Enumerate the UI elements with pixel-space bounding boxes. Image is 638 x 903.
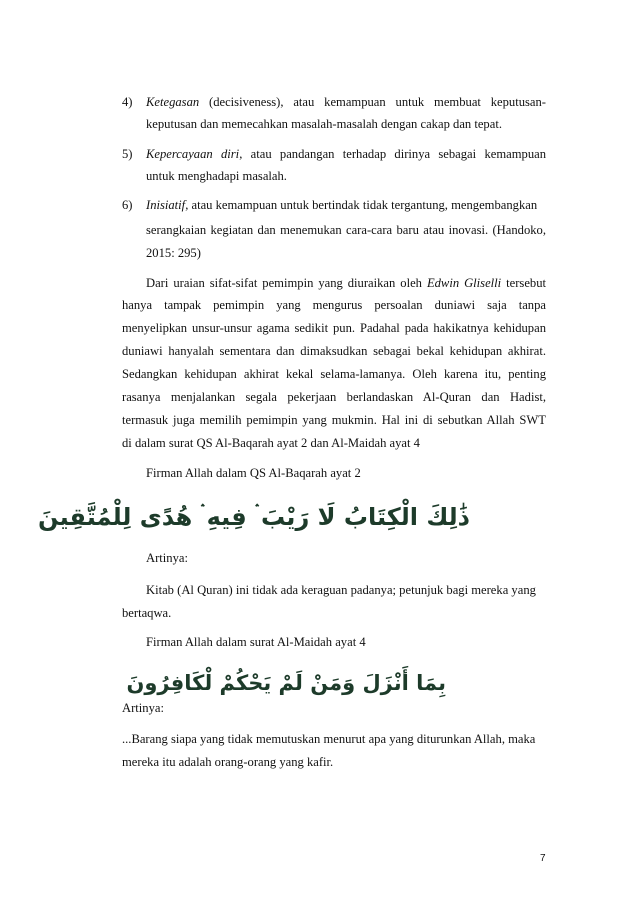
translation-line: bertaqwa. [122,606,172,620]
paragraph-line [146,275,546,291]
paragraph-line: menyelipkan unsur-unsur agama sedikit pun. Padahal pada hakikatnya kehidupan [122,321,546,335]
arabic-verse: بِمَا أَنْزَلَ وَمَنْ لَمْ يَحْكُمْ لْكَافِرُونَ [126,671,446,695]
list-term: Kepercayaan diri [146,147,240,161]
page-number: 7 [540,853,546,864]
list-item-line [146,146,546,162]
paragraph-line: rasanya menjalankan segala pekerjaan berlandaskan Al-Quran dan Hadist, [122,390,546,404]
paragraph-text: Dari uraian sifat-sifat pemimpin yang diuraikan oleh [146,276,427,290]
list-item-line: serangkaian kegiatan dan menemukan cara-cara baru atau inovasi. (Handoko, [146,223,546,237]
translation-line: ...Barang siapa yang tidak memutuskan menurut apa yang diturunkan Allah, maka [122,732,536,746]
translation-line: Kitab (Al Quran) ini tidak ada keraguan padanya; petunjuk bagi mereka yang [146,583,536,597]
paragraph-line: duniawi hanyalah sementara dan dimaksudkan sebagai bekal kehidupan akhirat. [122,344,546,358]
list-item-text: , atau kemampuan untuk bertindak tidak tergantung, mengembangkan [185,198,538,212]
translation-line: mereka itu adalah orang-orang yang kafir. [122,755,334,769]
person-name: Edwin Gliselli [426,276,502,290]
verse-heading: Firman Allah dalam QS Al-Baqarah ayat 2 [146,466,361,480]
arabic-verse: ذَٰلِكَ الْكِتَابُ لَا رَيْبَ ۛ فِيهِ ۛ هُدًى لِلْمُتَّقِينَ [38,503,470,531]
paragraph-line: hanya tampak pemimpin yang mengurus persoalan duniawi saja tanpa [122,298,546,312]
paragraph-line: di dalam surat QS Al-Baqarah ayat 2 dan Al-Maidah ayat 4 [122,436,420,450]
list-item-text: , atau pandangan terhadap dirinya sebagai kemampuan [239,147,546,161]
translation-label: Artinya: [122,701,164,715]
list-item-text: (decisiveness), atau kemampuan untuk membuat keputusan- [209,95,546,109]
paragraph-text: tersebut [501,276,547,290]
translation-label: Artinya: [146,551,188,565]
list-number: 6) [122,198,133,212]
list-number: 4) [122,95,133,109]
list-item-line: keputusan dan memecahkan masalah-masalah dengan cakap dan tepat. [146,117,502,131]
list-item-line [146,94,546,110]
paragraph-line: termasuk juga memilih pemimpin yang mukmin. Hal ini di sebutkan Allah SWT [122,413,546,427]
verse-heading: Firman Allah dalam surat Al-Maidah ayat 4 [146,635,366,649]
list-number: 5) [122,147,133,161]
paragraph-line: Sedangkan kehidupan akhirat kekal selama-lamanya. Oleh karena itu, penting [122,367,546,381]
list-item-line [146,197,537,213]
list-item-line: 2015: 295) [146,246,201,260]
list-term: Inisiatif [146,198,186,212]
list-term: Ketegasan [146,95,200,109]
list-item-line: untuk menghadapi masalah. [146,169,287,183]
